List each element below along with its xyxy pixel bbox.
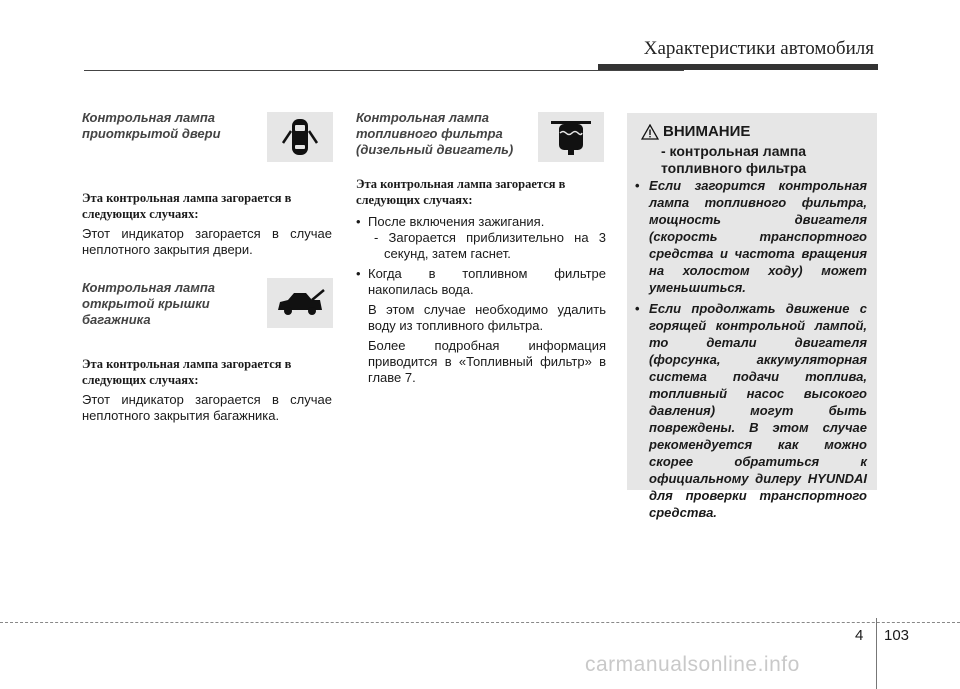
door-text: Этот индикатор загорается в случае неплотного закрытия двери. (82, 226, 332, 257)
footer-line (0, 622, 960, 623)
trunk-section (82, 280, 332, 356)
fuel-filter-icon-box (538, 112, 604, 162)
chapter-number: 4 (855, 627, 864, 644)
fuel-filter-section (356, 110, 606, 176)
watermark: carmanualsonline.info (585, 653, 800, 676)
warning-title-row (641, 123, 750, 140)
fuel-filter-heading: Контрольная лампа топливного фильтра (дизельный двигатель) (356, 110, 514, 157)
warning-subtitle: - контрольная лампа топливного фильтра (661, 143, 807, 176)
open-door-car-icon (280, 115, 320, 159)
fuel-filter-bullet-1-sub: - Загорается приблизительно на 3 секунд, затем гаснет. (374, 230, 606, 261)
header-rule (84, 70, 684, 71)
warning-list (635, 177, 867, 525)
warning-item: • Если загорится контрольная лампа топливного фильтра, мощность двигателя (скорость транспортного средства и частота вращения на холостом ходу) может уменьшиться. (635, 177, 867, 296)
trunk-text: Этот индикатор загорается в случае неплотного закрытия багажника. (82, 392, 332, 423)
middle-column (356, 110, 606, 386)
fuel-filter-bullet-2-para-2: Более подробная информация приводится в «Топливный фильтр» в главе 7. (368, 338, 606, 385)
door-lead: Эта контрольная лампа загорается в следующих случаях: (82, 191, 292, 221)
open-trunk-car-icon (274, 288, 326, 318)
fuel-filter-bullet-2: • Когда в топливном фильтре накопилась вода. (356, 266, 606, 298)
page-header-title: Характеристики автомобиля (643, 38, 874, 59)
door-section (82, 110, 332, 190)
trunk-heading: Контрольная лампа открытой крышки багажника (82, 280, 215, 327)
door-heading: Контрольная лампа приоткрытой двери (82, 110, 221, 141)
warning-triangle-icon (641, 124, 659, 140)
fuel-filter-bullet-2-para-1: В этом случае необходимо удалить воду из топливного фильтра. (368, 302, 606, 333)
door-icon-box (267, 112, 333, 162)
warning-item: • Если продолжать движение с горящей контрольной лампой, то детали двигателя (форсунка, аккумуляторная система подачи топлива, топливный насос высокого давления) могут быть повреждены. В этом случае рекомендуется как можно скорее обратиться к официальному дилеру HYUNDAI для проверки транспортного средства. (635, 300, 867, 521)
trunk-lead: Эта контрольная лампа загорается в следующих случаях: (82, 357, 292, 387)
trunk-icon-box (267, 278, 333, 328)
warning-box (627, 113, 877, 520)
left-column (82, 110, 332, 424)
header-rule-accent (598, 64, 878, 70)
page-number: 103 (884, 627, 910, 644)
fuel-filter-lead: Эта контрольная лампа загорается в следующих случаях: (356, 177, 566, 207)
page-divider (876, 618, 877, 689)
fuel-filter-bullet-1: • После включения зажигания. (356, 214, 606, 230)
warning-title: ВНИМАНИЕ (663, 123, 751, 140)
fuel-filter-icon (549, 117, 593, 157)
